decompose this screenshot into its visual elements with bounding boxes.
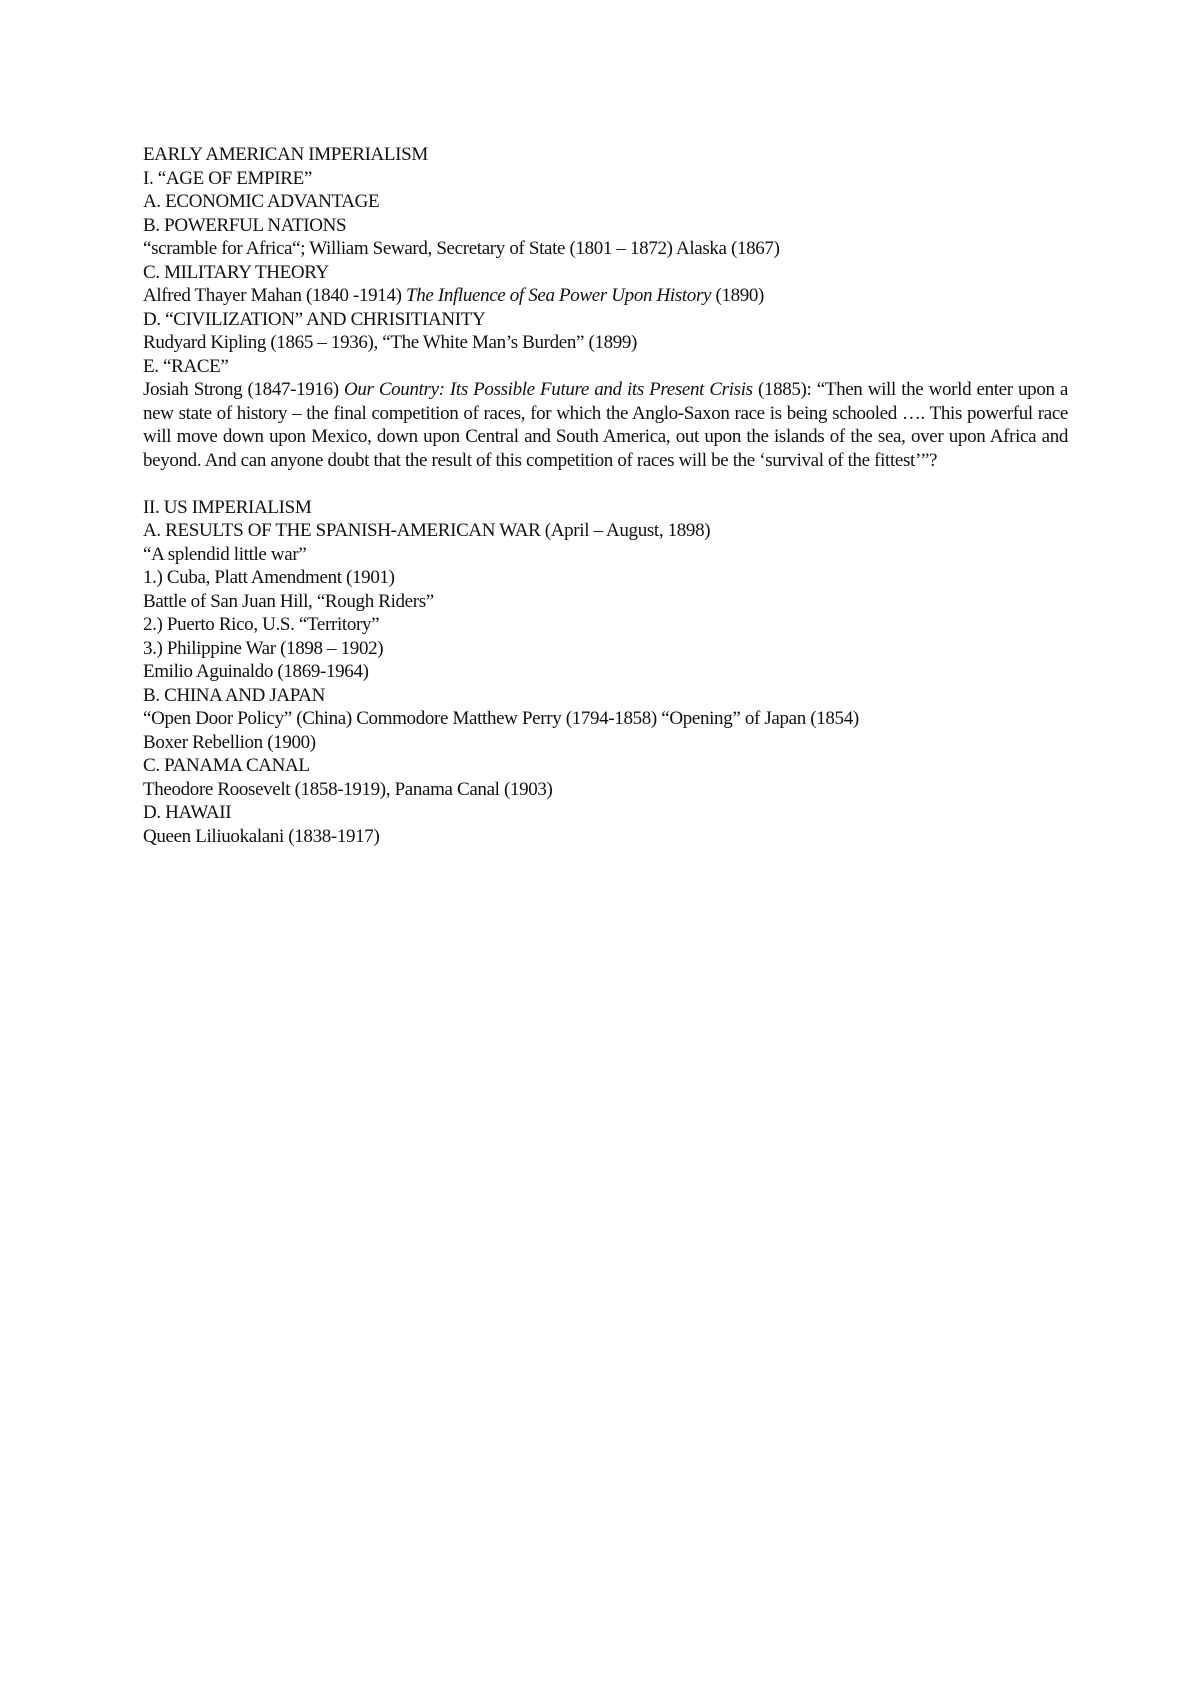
section-2-b-text: “Open Door Policy” (China) Commodore Matthew Perry (1794-1858) “Opening” of Japan (1854)	[143, 708, 859, 729]
section-1-b-text: “scramble for Africa“; William Seward, Secretary of State (1801 – 1872) Alaska (1867)	[143, 238, 780, 259]
section-2-a-item-2: 2.) Puerto Rico, U.S. “Territory”	[143, 614, 380, 635]
section-1-c-text	[143, 284, 1068, 308]
c-text-book-title: The Influence of Sea Power Upon History	[406, 285, 712, 306]
section-2-b-heading: B. CHINA AND JAPAN	[143, 684, 325, 706]
section-2-a-item-1-text: Battle of San Juan Hill, “Rough Riders”	[143, 590, 434, 612]
e-text-post: (1885): “Then will the world enter upon a new state of history – the final competition of races, for which the Anglo-Saxon race is being schooled …. This powerful race will move down upon Mexico, down upon Central and South America, out upon the islands of the sea, over upon Africa and beyond. And can anyone doubt that the result of this competition of races will be the ‘survival of the fittest’”?	[143, 379, 1068, 471]
section-2-a-item-3-text: Emilio Aguinaldo (1869-1964)	[143, 661, 369, 682]
section-2-heading: II. US IMPERIALISM	[143, 496, 312, 518]
section-2-b-text-2: Boxer Rebellion (1900)	[143, 731, 316, 753]
section-1-e-heading: E. “RACE”	[143, 355, 229, 377]
section-1-heading: I. “AGE OF EMPIRE”	[143, 167, 312, 189]
document-page	[143, 143, 1068, 848]
c-text-pre: Alfred Thayer Mahan (1840 -1914)	[143, 285, 406, 306]
section-1-d-text: Rudyard Kipling (1865 – 1936), “The White Man’s Burden” (1899)	[143, 332, 638, 353]
e-text-pre: Josiah Strong (1847-1916)	[143, 379, 344, 400]
c-text-post: (1890)	[711, 285, 765, 306]
section-2-a-heading: A. RESULTS OF THE SPANISH-AMERICAN WAR (April – August, 1898)	[143, 520, 711, 541]
section-2-a-item-3: 3.) Philippine War (1898 – 1902)	[143, 637, 384, 659]
section-1-e-paragraph	[143, 378, 1068, 472]
section-2-c-text: Theodore Roosevelt (1858-1919), Panama Canal (1903)	[143, 778, 553, 800]
section-1-b-heading: B. POWERFUL NATIONS	[143, 214, 347, 236]
e-text-book-title: Our Country: Its Possible Future and its Present Crisis	[343, 379, 753, 400]
section-1-c-heading: C. MILITARY THEORY	[143, 261, 329, 283]
section-2-d-heading: D. HAWAII	[143, 802, 232, 823]
section-gap	[143, 472, 1068, 496]
document-title: EARLY AMERICAN IMPERIALISM	[143, 144, 428, 165]
section-2-d-text: Queen Liliuokalani (1838-1917)	[143, 825, 380, 847]
section-2-a-quote: “A splendid little war”	[143, 543, 307, 565]
section-1-a-heading: A. ECONOMIC ADVANTAGE	[143, 191, 380, 212]
section-1-d-heading: D. “CIVILIZATION” AND CHRISITIANITY	[143, 308, 486, 330]
section-2-c-heading: C. PANAMA CANAL	[143, 755, 310, 776]
section-2-a-item-1: 1.) Cuba, Platt Amendment (1901)	[143, 567, 395, 588]
